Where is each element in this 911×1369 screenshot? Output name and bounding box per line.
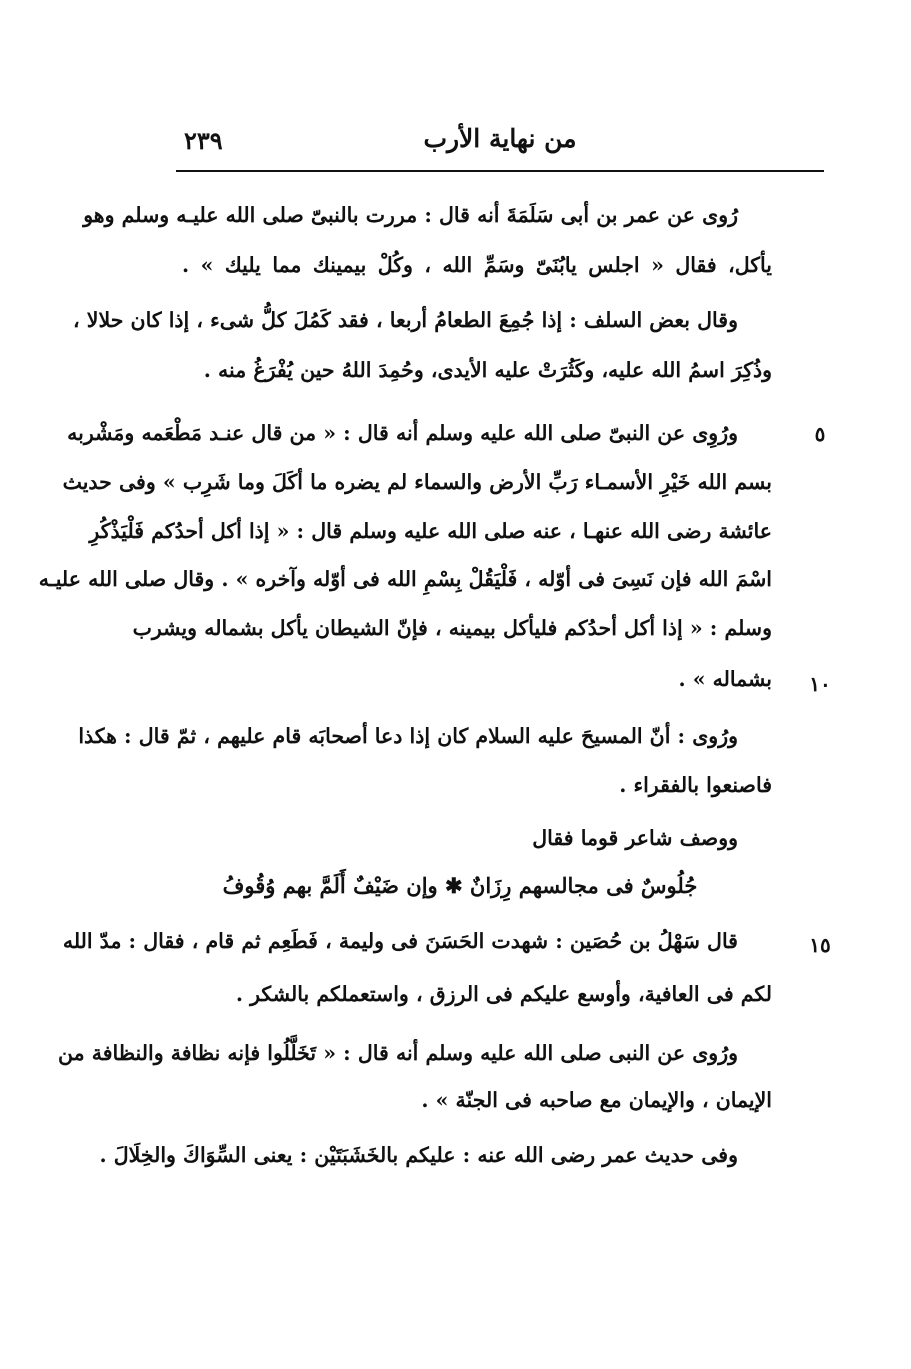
text-line-7: عائشة رضى الله عنهـا ، عنه صلى الله عليه وسلم قال : « إذا أكل أحدُكم فَلْيَذْكُرِ	[89, 519, 772, 543]
text-line-6: بسم الله خَيْرِ الأسمـاء رَبِّ الأرض والسماء لم يضره ما أكَلَ وما شَرِب » وفى حديث	[62, 470, 772, 494]
page-number: ٢٣٩	[184, 126, 223, 155]
running-title: من نهاية الأرب	[423, 124, 577, 153]
text-line-16: ورُوى عن النبى صلى الله عليه وسلم أنه قال : « تَخَلَّلُوا فإنه نظافة والنظافة من	[57, 1041, 738, 1065]
text-line-10: بشماله » .	[678, 667, 772, 691]
text-line-2: يأكل، فقال « اجلس يابُنَىّ وسَمِّ الله ، وكُلْ بيمينك مما يليك » .	[182, 253, 772, 277]
page-header	[176, 118, 824, 172]
text-line-1: رُوى عن عمر بن أبى سَلَمَةَ أنه قال : مررت بالنبىّ صلى الله عليـه وسلم وهو	[83, 203, 738, 227]
line-marker-15: ١٥	[809, 933, 831, 957]
text-line-17: الإيمان ، والإيمان مع صاحبه فى الجنّة » .	[421, 1088, 772, 1112]
text-line-12: فاصنعوا بالفقراء .	[619, 773, 772, 797]
text-line-13: ووصف شاعر قوما فقال	[532, 826, 738, 850]
text-line-11: ورُوى : أنّ المسيحَ عليه السلام كان إذا دعا أصحابَه قام عليهم ، ثمّ قال : هكذا	[78, 724, 738, 748]
text-line-15: لكم فى العافية، وأوسع عليكم فى الرزق ، واستعملكم بالشكر .	[235, 982, 772, 1006]
text-line-3: وقال بعض السلف : إذا جُمِعَ الطعامُ أربعا ، فقد كَمُلَ كلُّ شىء ، إذا كان حلالا ،	[73, 308, 738, 332]
poem-verse: جُلُوسٌ فى مجالسهم رِزَانٌ ✱ وإن ضَيْفٌ أَلَمَّ بهم وُقُوفُ	[222, 873, 698, 898]
text-line-18: وفى حديث عمر رضى الله عنه : عليكم بالخَشَبَتَيْن : يعنى السِّوَاكَ والخِلَالَ .	[99, 1143, 738, 1167]
text-line-14: قال سَهْلُ بن حُصَين : شهدت الحَسَنَ فى وليمة ، فَطَعِم ثم قام ، فقال : مدّ الله	[62, 929, 738, 953]
text-line-4: وذُكِرَ اسمُ الله عليه، وكَثُرَتْ عليه الأيدى، وحُمِدَ اللهُ حين يُفْرَغُ منه .	[203, 358, 772, 382]
text-line-8: اسْمَ الله فإن نَسِىَ فى أوّله ، فَلْيَقُلْ بِسْمِ الله فى أوّله وآخره » . وقال صلى الله عليـه	[38, 567, 772, 591]
text-line-5: ورُوِى عن النبىّ صلى الله عليه وسلم أنه قال : « من قال عنـد مَطْعَمه ومَشْربه	[67, 421, 738, 445]
line-marker-10: ١٠	[809, 672, 831, 696]
line-marker-5: ٥	[814, 422, 826, 446]
text-line-9: وسلم : « إذا أكل أحدُكم فليأكل بيمينه ، فإنّ الشيطان يأكل بشماله ويشرب	[132, 616, 772, 640]
